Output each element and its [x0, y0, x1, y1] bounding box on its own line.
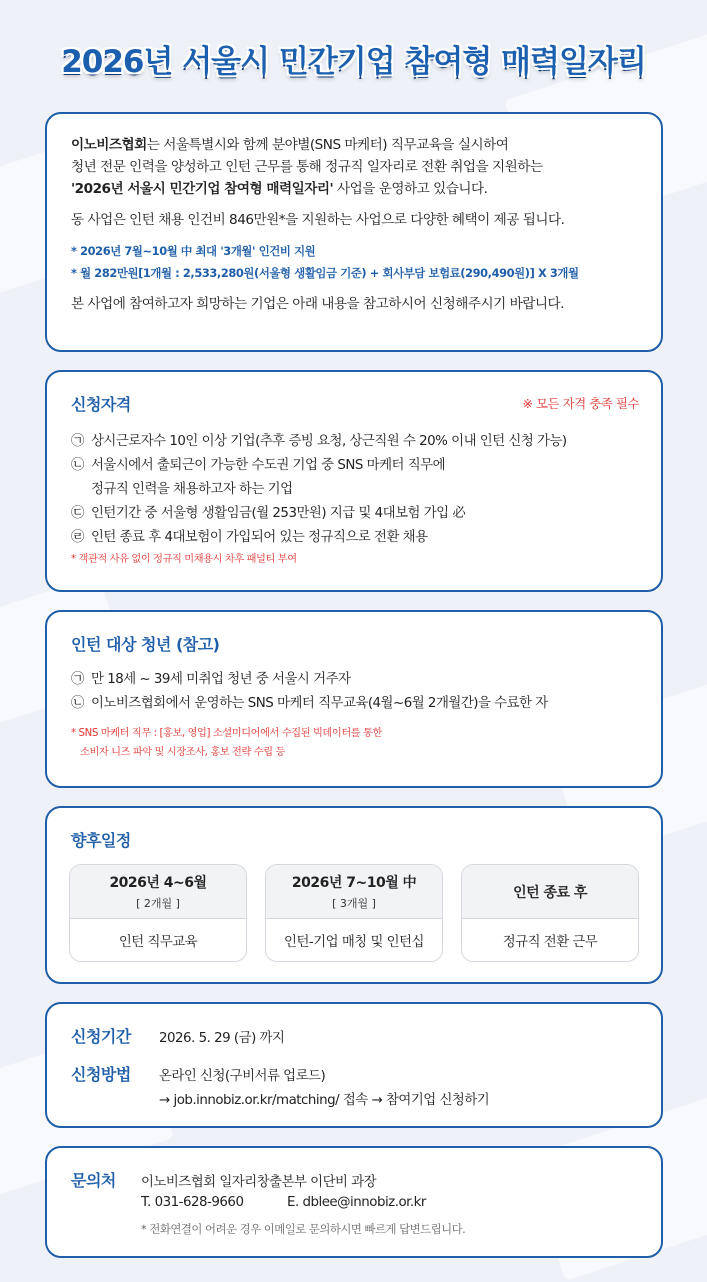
intro-line-2: 청년 전문 인력을 양성하고 인턴 근무를 통해 정규직 일자리로 전환 취업을 지원하는 — [71, 159, 543, 175]
apply-period-value: 2026. 5. 29 (금) 까지 — [159, 1031, 285, 1046]
schedule-step — [69, 864, 247, 962]
step-activity: 인턴 직무교육 — [118, 935, 198, 950]
contact-phone[interactable]: T. 031-628-9660 — [141, 1195, 244, 1210]
intern-target-card — [45, 610, 663, 788]
page-title: 2026년 서울시 민간기업 참여형 매력일자리 — [61, 44, 646, 80]
apply-method-value: 온라인 신청(구비서류 업로드) — [159, 1069, 326, 1084]
sns-note-2: 소비자 니즈 파악 및 시장조사, 홍보 전략 수립 등 — [80, 747, 285, 758]
apply-method-label: 신청방법 — [71, 1065, 131, 1084]
list-item: ㉣ 인턴 종료 후 4대보험이 가입되어 있는 정규직으로 전환 채용 — [71, 530, 428, 545]
support-note-1: * 2026년 7월~10월 中 최대 '3개월' 인건비 지원 — [71, 244, 316, 258]
step-activity: 정규직 전환 근무 — [502, 935, 598, 950]
list-item: 정규직 인력을 채용하고자 하는 기업 — [91, 482, 293, 497]
eligibility-list — [71, 430, 645, 569]
org-name: 이노비즈협회 — [71, 137, 147, 153]
schedule-step — [265, 864, 443, 962]
contact-note: * 전화연결이 어려운 경우 이메일로 문의하시면 빠르게 답변드립니다. — [141, 1222, 466, 1236]
sns-note-1: * SNS 마케터 직무 : [홍보, 영업] 소셜미디어에서 수집된 빅데이터를 통한 — [71, 728, 382, 739]
schedule-title: 향후일정 — [71, 831, 131, 850]
step-duration: [ 3개월 ] — [332, 897, 376, 910]
support-note-2: * 월 282만원[1개월 : 2,533,280원(서울형 생활임금 기준) + 회사부담 보험료(290,490원)] X 3개월 — [71, 266, 579, 280]
intern-list — [71, 668, 645, 762]
eligibility-title: 신청자격 — [71, 395, 131, 414]
intern-title: 인턴 대상 청년 (참고) — [71, 635, 220, 654]
step-period: 인턴 종료 후 — [513, 884, 587, 901]
apply-card — [45, 1002, 663, 1128]
apply-url-link[interactable]: → job.innobiz.or.kr/matching/ 접속 → 참여기업 신청하기 — [159, 1093, 490, 1108]
step-activity: 인턴-기업 매칭 및 인턴십 — [284, 935, 424, 950]
required-note: ※ 모든 자격 충족 필수 — [522, 396, 639, 411]
apply-period-label: 신청기간 — [71, 1027, 131, 1046]
intro-line-3: '2026년 서울시 민간기업 참여형 매력일자리' 사업을 운영하고 있습니다. — [71, 181, 488, 197]
contact-person: 이노비즈협회 일자리창출본부 이단비 과장 — [141, 1175, 377, 1190]
schedule-step — [461, 864, 639, 962]
contact-email[interactable]: E. dblee@innobiz.or.kr — [287, 1195, 426, 1210]
intro-line-4: 동 사업은 인턴 채용 인건비 846만원*을 지원하는 사업으로 다양한 혜택이 제공 됩니다. — [71, 212, 565, 228]
list-item: ㉠ 만 18세 ~ 39세 미취업 청년 중 서울시 거주자 — [71, 672, 351, 687]
step-period: 2026년 7~10월 中 — [291, 875, 417, 891]
intro-line-1: 이노비즈협회는 서울특별시와 함께 분야별(SNS 마케터) 직무교육을 실시하여 — [71, 137, 509, 153]
list-item: ㉠ 상시근로자수 10인 이상 기업(추후 증빙 요청, 상근직원 수 20% 이내 인턴 신청 가능) — [71, 434, 567, 449]
step-period: 2026년 4~6월 — [109, 875, 207, 891]
eligibility-card — [45, 370, 663, 592]
contact-label: 문의처 — [71, 1171, 116, 1190]
list-item: ㉡ 이노비즈협회에서 운영하는 SNS 마케터 직무교육(4월~6월 2개월간)을 수료한 자 — [71, 696, 548, 711]
intro-line-5: 본 사업에 참여하고자 희망하는 기업은 아래 내용을 참고하시어 신청해주시기 바랍니다. — [71, 296, 564, 312]
contact-card — [45, 1146, 663, 1258]
step-duration: [ 2개월 ] — [136, 897, 180, 910]
intro-card — [45, 112, 663, 352]
penalty-note: * 객관적 사유 없이 정규직 미채용시 차후 패널티 부여 — [71, 554, 297, 565]
schedule-card — [45, 806, 663, 984]
list-item: ㉢ 인턴기간 중 서울형 생활임금(월 253만원) 지급 및 4대보험 가입 必 — [71, 506, 466, 521]
list-item: ㉡ 서울시에서 출퇴근이 가능한 수도권 기업 중 SNS 마케터 직무에 — [71, 458, 446, 473]
